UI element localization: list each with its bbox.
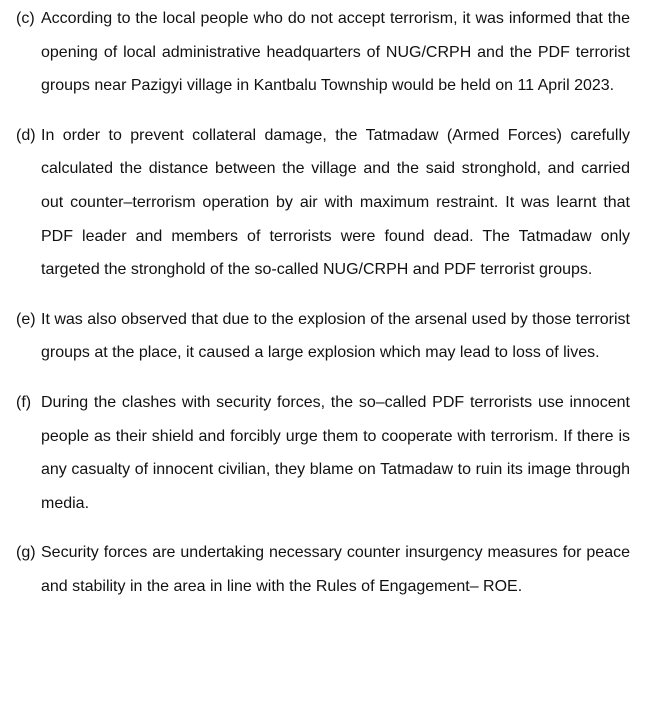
paragraph-text: In order to prevent collateral damage, the Tatmadaw (Armed Forces) carefully calculated the distance between the village and the said stronghold, and carried out counter–terrorism operation by air with maximum restraint. It was learnt that PDF leader and members of terrorists were found dead. The Tatmadaw only targeted the stronghold of the so-called NUG/CRPH and PDF terrorist groups.: [41, 126, 630, 279]
paragraph-text: During the clashes with security forces, the so–called PDF terrorists use innocent people as their shield and forcibly urge them to cooperate with terrorism. If there is any casualty of innocent civilian, they blame on Tatmadaw to ruin its image through media.: [41, 393, 630, 512]
paragraph-g: [16, 536, 630, 603]
paragraph-e: [16, 303, 630, 370]
item-marker: (e): [16, 310, 36, 328]
item-marker: (c): [16, 10, 35, 27]
paragraph-text: Security forces are undertaking necessary counter insurgency measures for peace and stability in the area in line with the Rules of Engagement– ROE.: [41, 544, 630, 595]
paragraph-c: [16, 2, 630, 103]
document-body: [16, 2, 630, 604]
paragraph-d: [16, 119, 630, 287]
item-marker: (f): [16, 393, 32, 411]
paragraph-text: According to the local people who do not accept terrorism, it was informed that the opening of local administrative headquarters of NUG/CRPH and the PDF terrorist groups near Pazigyi village in Kantbalu Township would be held on 11 April 2023.: [41, 10, 630, 95]
paragraph-f: [16, 386, 630, 520]
item-marker: (g): [16, 544, 36, 562]
item-marker: (d): [16, 126, 36, 144]
paragraph-text: It was also observed that due to the explosion of the arsenal used by those terrorist groups at the place, it caused a large explosion which may lead to loss of lives.: [41, 310, 630, 362]
